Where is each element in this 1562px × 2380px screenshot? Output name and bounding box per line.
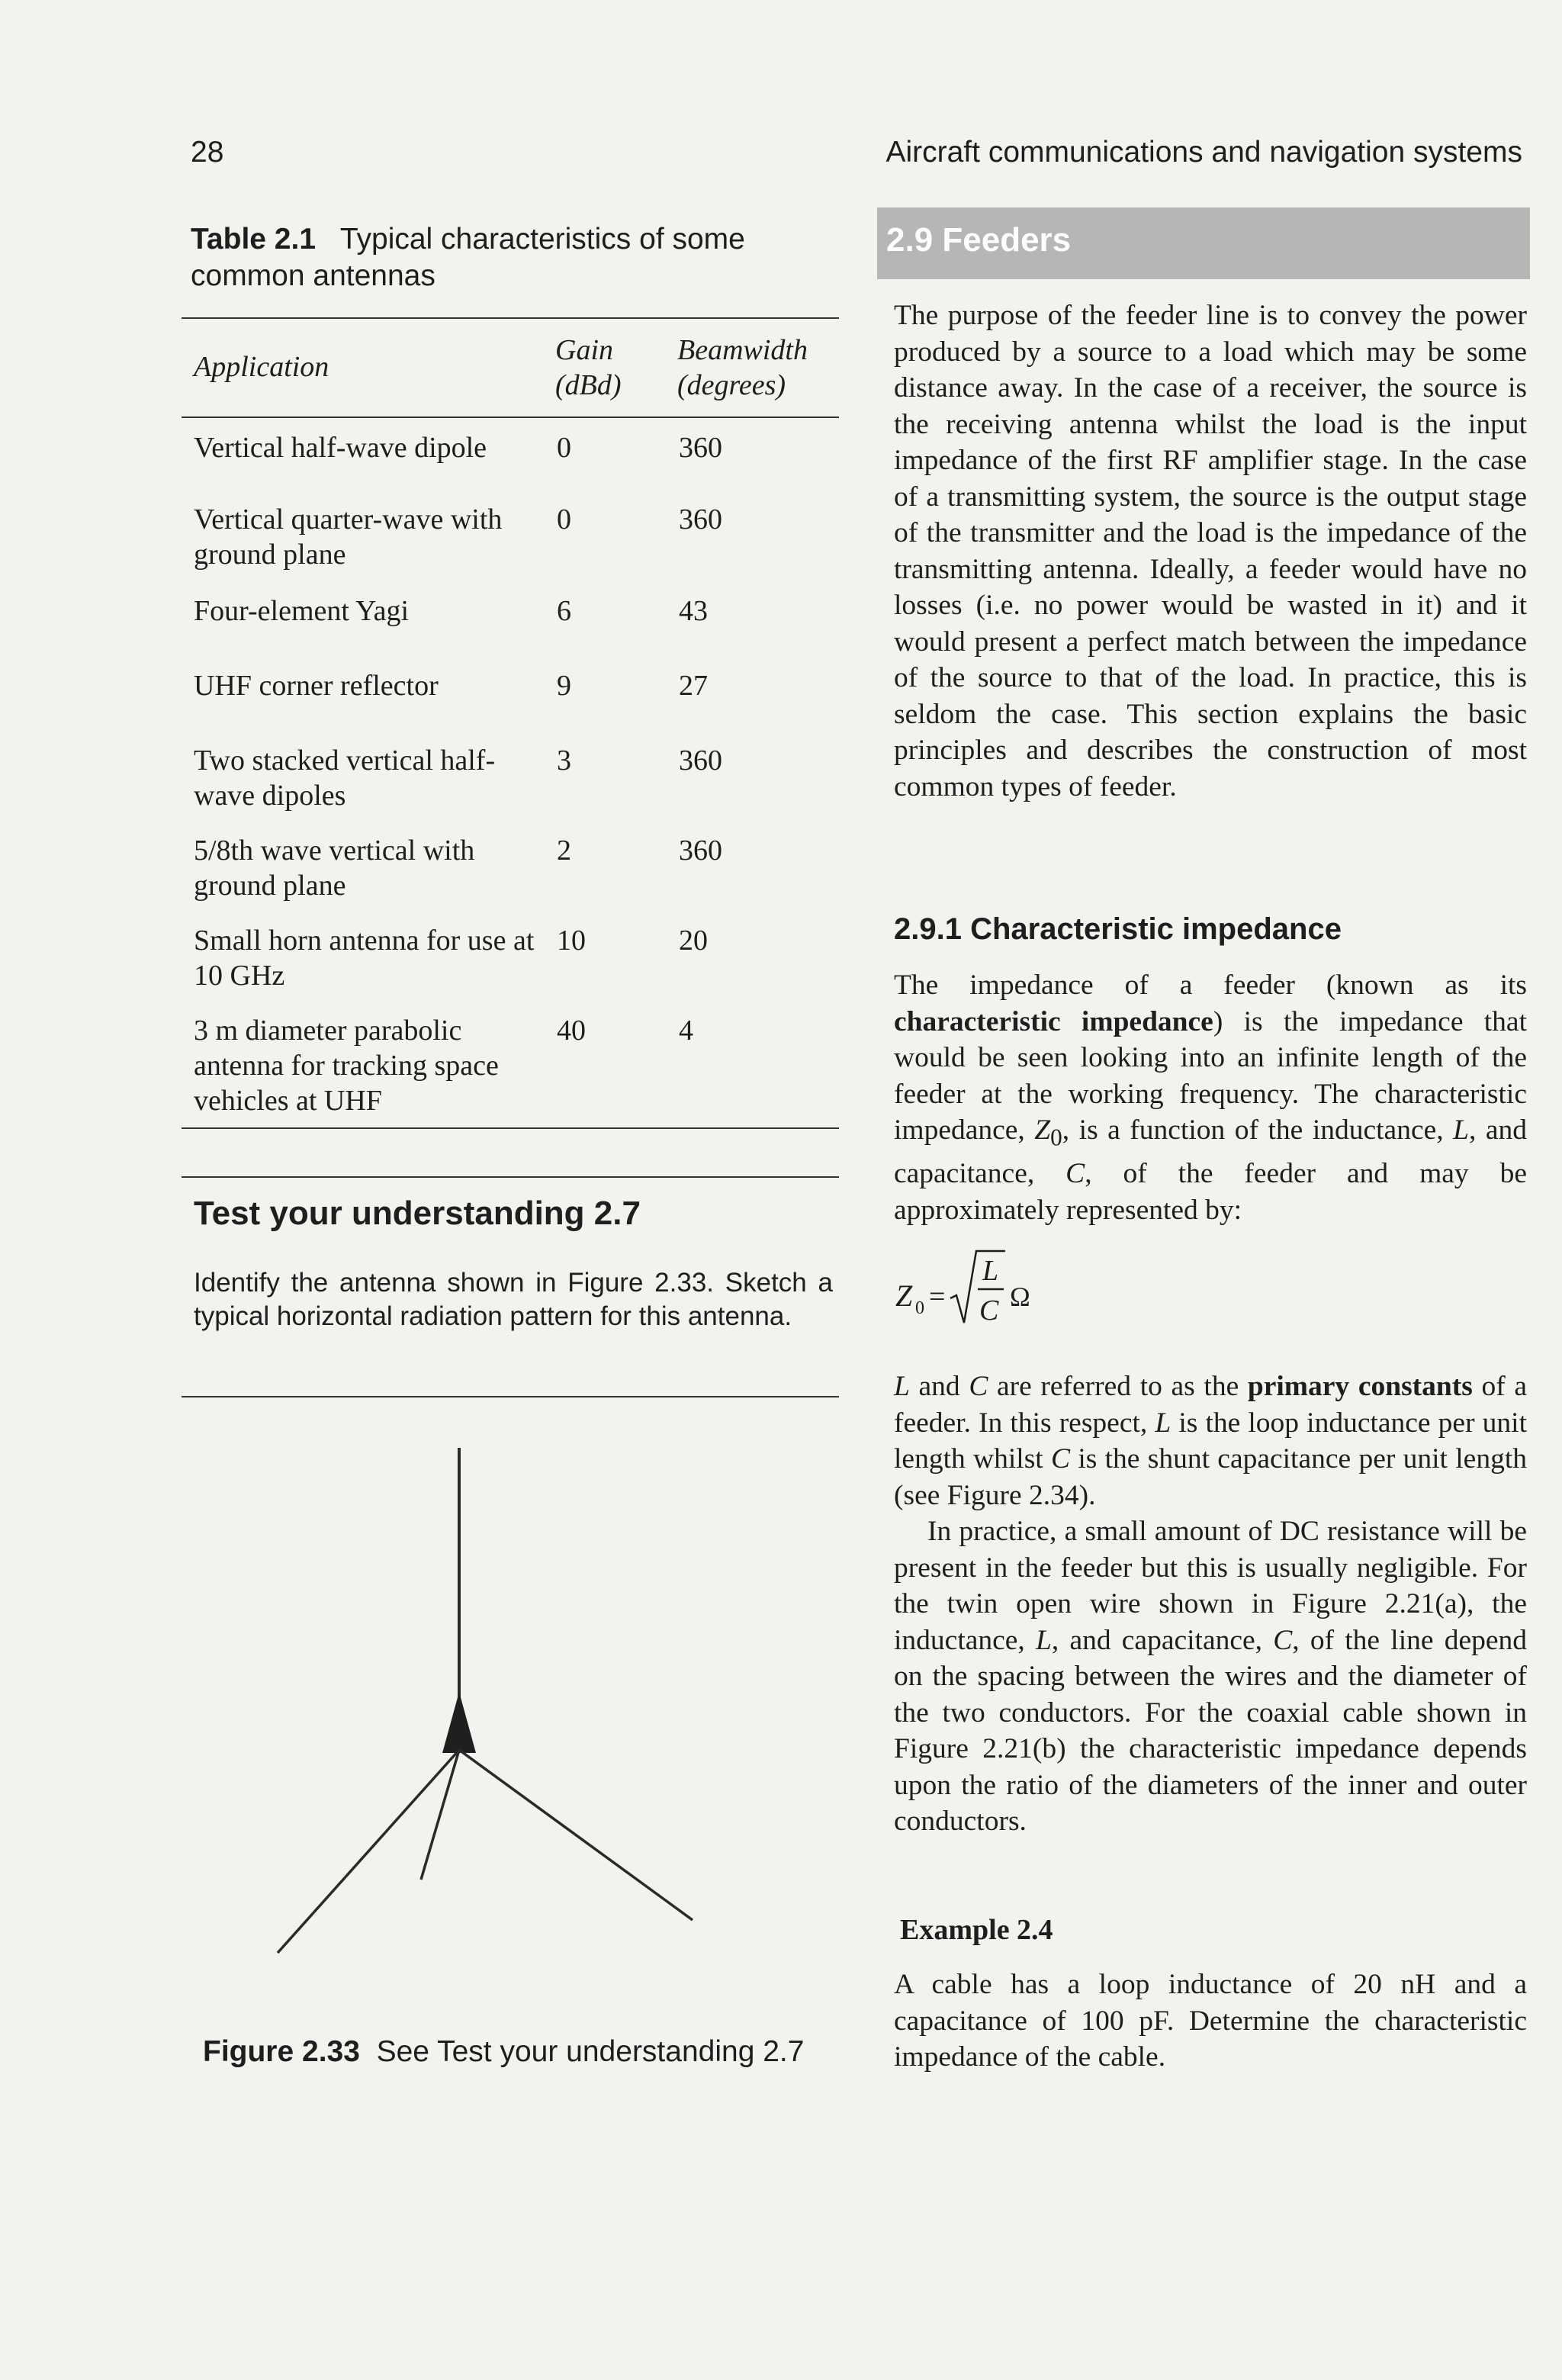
- text-run: is the loop inductance per unit length whilst: [894, 1407, 1527, 1475]
- table-row-gain: 0: [557, 432, 571, 464]
- test-heading: Test your understanding 2.7: [194, 1195, 641, 1232]
- text-run: is the shunt capacitance per unit length (see Figure 2.34).: [894, 1443, 1527, 1511]
- table-row-application: Two stacked vertical half-wave dipoles: [194, 745, 496, 812]
- table-row-beamwidth: 27: [679, 670, 708, 702]
- impedance-formula: [894, 1245, 1062, 1329]
- ground-radial-left: [278, 1750, 459, 1953]
- characteristic-impedance-paragraph: [894, 967, 1527, 1228]
- text-run: , is a function of the inductance,: [1062, 1114, 1444, 1146]
- table-row-application: Small horn antenna for use at 10 GHz: [194, 925, 535, 992]
- section-heading: 2.9 Feeders: [886, 221, 1072, 259]
- table-row-beamwidth: 4: [679, 1015, 693, 1047]
- table-row-gain: 6: [557, 595, 571, 627]
- table-caption-text: Typical characteristics of some common antennas: [191, 223, 745, 292]
- table-row-application: 5/8th wave vertical with ground plane: [194, 835, 475, 902]
- figure-caption: [203, 2035, 804, 2069]
- text-run: and: [918, 1371, 960, 1402]
- term-primary-constants: primary constants: [1247, 1371, 1473, 1402]
- subsection-heading: 2.9.1 Characteristic impedance: [894, 912, 1342, 946]
- text-run: are referred to as the: [997, 1371, 1239, 1402]
- table-row-beamwidth: 43: [679, 595, 708, 627]
- col-header-application: Application: [194, 351, 329, 383]
- antenna-base-cone: [442, 1692, 476, 1753]
- page-number: 28: [191, 136, 224, 169]
- symbol-subscript: 0: [1050, 1124, 1062, 1151]
- primary-constants-paragraph: [894, 1368, 1527, 1513]
- running-title: Aircraft communications and navigation systems: [885, 136, 1522, 169]
- table-row-application: Four-element Yagi: [194, 595, 410, 627]
- table-row-gain: 3: [557, 745, 571, 777]
- symbol-l: L: [1453, 1114, 1469, 1146]
- col-header-beamwidth-unit: (degrees): [677, 369, 786, 401]
- text-run: The impedance of a feeder (known as its: [894, 970, 1527, 1001]
- col-header-gain: Gain: [555, 334, 613, 366]
- col-header-gain-unit: (dBd): [555, 369, 622, 401]
- figure-label: Figure 2.33: [203, 2035, 360, 2068]
- text-run: of a feeder. In this respect,: [894, 1371, 1528, 1439]
- table-row-beamwidth: 360: [679, 835, 722, 867]
- ground-plane-antenna-figure: [259, 1442, 717, 2380]
- test-box-top-rule: [182, 1176, 839, 1178]
- table-caption-label: Table 2.1: [191, 223, 317, 256]
- table-row-gain: 2: [557, 835, 571, 867]
- figure-caption-text: See Test your understanding 2.7: [376, 2035, 805, 2068]
- test-box-bottom-rule: [182, 1396, 839, 1397]
- symbol-z: Z: [1034, 1114, 1051, 1146]
- formula-equals: =: [929, 1281, 946, 1313]
- formula-lhs: Z: [895, 1278, 913, 1313]
- symbol-l: L: [1036, 1624, 1052, 1656]
- formula-lhs-subscript: 0: [915, 1298, 924, 1318]
- table-row-gain: 0: [557, 503, 571, 536]
- table-row-gain: 10: [557, 925, 586, 957]
- ground-radial-right: [459, 1750, 693, 1920]
- symbol-c: C: [1065, 1158, 1085, 1189]
- symbol-c: C: [1273, 1624, 1293, 1656]
- text-run: , and capacitance,: [1051, 1624, 1263, 1656]
- formula-unit: Ω: [1010, 1282, 1030, 1312]
- table-row-beamwidth: 360: [679, 503, 722, 536]
- table-row-application: Vertical quarter-wave with ground plane: [194, 503, 503, 571]
- table-row-gain: 9: [557, 670, 571, 702]
- col-header-beamwidth: Beamwidth: [677, 334, 808, 366]
- text-run: , of the feeder and may be approximately represented by:: [894, 1158, 1527, 1226]
- dc-resistance-paragraph: [894, 1513, 1527, 1840]
- test-body: Identify the antenna shown in Figure 2.33. Sketch a typical horizontal radiation pattern for this antenna.: [194, 1268, 833, 1331]
- text-run: , of the line depend on the spacing between the wires and the diameter of the two conductors. For the coaxial cable shown in Figure 2.21(b) the characteristic impedance depends upon the ratio of the diameters of the inner and outer conductors.: [894, 1624, 1527, 1837]
- text-run: ) is the impedance that would be seen looking into an infinite length of the feeder at the working frequency. The characteristic impedance,: [894, 1005, 1527, 1146]
- table-row-gain: 40: [557, 1015, 586, 1047]
- table-row-application: UHF corner reflector: [194, 670, 439, 702]
- symbol-c: C: [1051, 1443, 1071, 1475]
- table-top-rule: [182, 317, 839, 319]
- table-header-rule: [182, 416, 839, 418]
- table-bottom-rule: [182, 1127, 839, 1129]
- table-row-application: 3 m diameter parabolic antenna for tracking space vehicles at UHF: [194, 1015, 499, 1117]
- table-caption: [191, 221, 824, 294]
- example-body: A cable has a loop inductance of 20 nH and a capacitance of 100 pF. Determine the characteristic impedance of the cable.: [894, 1969, 1527, 2073]
- table-row-beamwidth: 360: [679, 432, 722, 464]
- term-characteristic-impedance: characteristic impedance: [894, 1005, 1213, 1037]
- formula-denominator: C: [979, 1295, 999, 1327]
- symbol-l: L: [1155, 1407, 1172, 1439]
- formula-numerator: L: [982, 1255, 999, 1287]
- symbol-c: C: [969, 1371, 988, 1402]
- table-row-beamwidth: 360: [679, 745, 722, 777]
- table-row-beamwidth: 20: [679, 925, 708, 957]
- text-run: In practice, a small amount of DC resistance will be present in the feeder but this is usually negligible. For the twin open wire shown in Figure 2.21(a), the inductance,: [894, 1516, 1527, 1656]
- example-heading: Example 2.4: [900, 1914, 1053, 1946]
- text-run: , and capacitance,: [894, 1114, 1528, 1189]
- table-row-application: Vertical half-wave dipole: [194, 432, 487, 464]
- symbol-l: L: [894, 1371, 910, 1402]
- feeders-paragraph: The purpose of the feeder line is to convey the power produced by a source to a load which may be some distance away. In the case of a receiver, the source is the receiving antenna whilst the load is the input impedance of the first RF amplifier stage. In the case of a transmitting system, the source is the output stage of the transmitter and the load is the impedance of the transmitting antenna. Ideally, a feeder would have no losses (i.e. no power would be wasted in it) and it would present a perfect match between the impedance of the source to that of the load. In practice, this is seldom the case. This section explains the basic principles and describes the construction of most common types of feeder.: [894, 300, 1527, 802]
